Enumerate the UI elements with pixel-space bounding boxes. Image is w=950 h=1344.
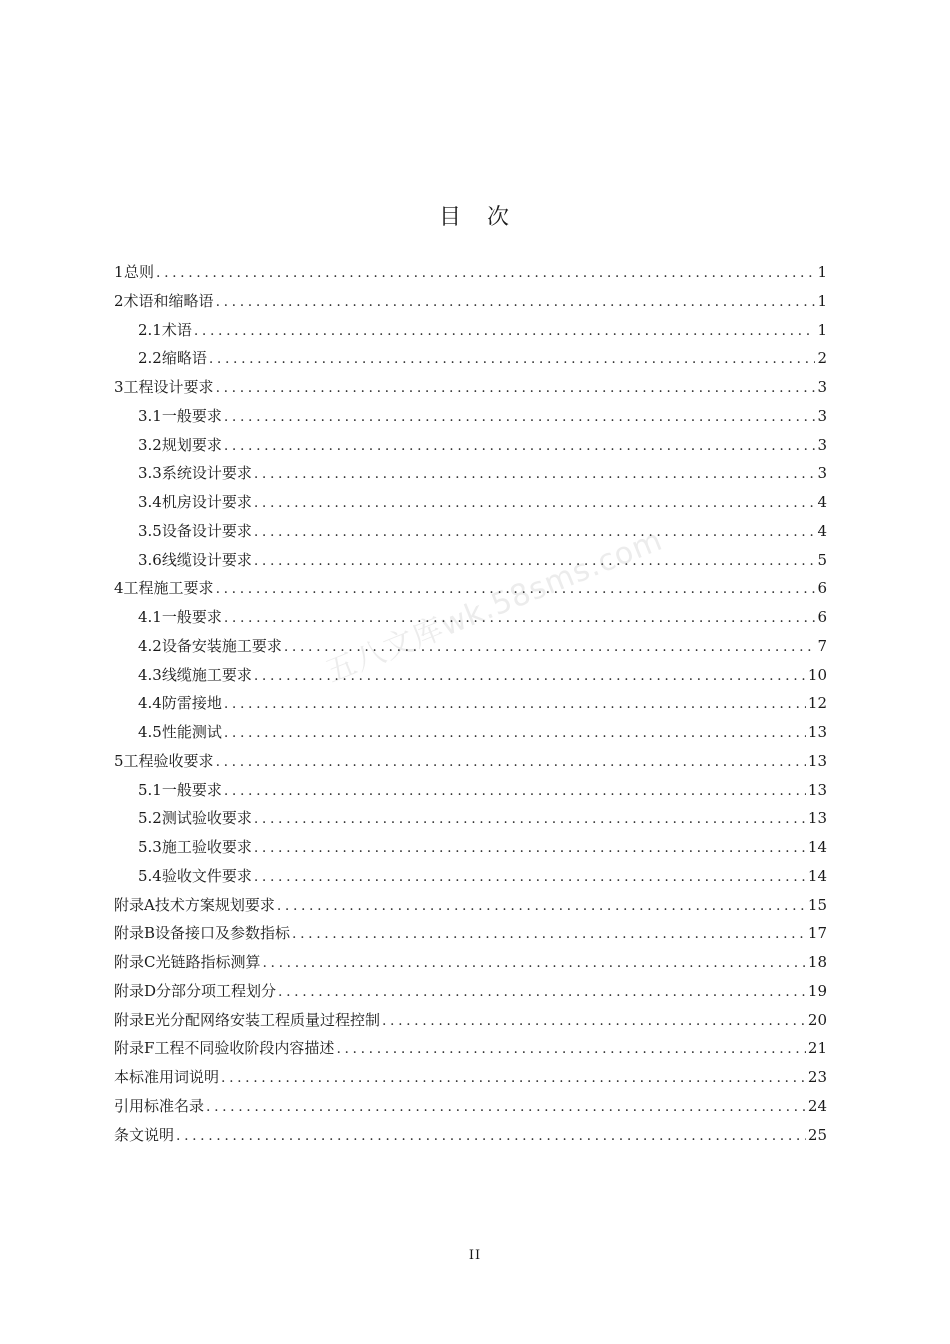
toc-entry-page: 4 xyxy=(817,521,827,540)
toc-entry-number: 5.3 xyxy=(138,838,162,856)
toc-entry[interactable] xyxy=(114,258,827,287)
toc-entry-number: 3 xyxy=(114,378,124,396)
toc-entry-page: 6 xyxy=(817,608,827,626)
toc-entry-page: 19 xyxy=(807,981,827,1000)
toc-entry-number: 3.4 xyxy=(138,493,162,511)
toc-entry-label: 技术方案规划要求 xyxy=(154,895,275,914)
toc-entry[interactable] xyxy=(114,316,827,345)
toc-entry[interactable] xyxy=(114,919,827,948)
toc-leader-dots xyxy=(216,288,816,317)
table-of-contents xyxy=(114,258,827,1149)
toc-entry-page: 13 xyxy=(807,751,827,770)
toc-entry-number: 5.1 xyxy=(138,780,162,799)
toc-leader-dots xyxy=(194,317,816,346)
toc-entry-label: 系统设计要求 xyxy=(161,464,252,483)
toc-entry-page: 3 xyxy=(817,406,827,425)
toc-entry-page: 4 xyxy=(817,493,827,511)
toc-entry-number: 4 xyxy=(114,579,124,598)
toc-leader-dots xyxy=(254,460,816,489)
toc-entry-number: 3.5 xyxy=(138,521,162,540)
toc-entry[interactable] xyxy=(114,661,827,690)
toc-entry-label: 一般要求 xyxy=(161,608,222,626)
toc-entry-page: 13 xyxy=(807,780,827,799)
toc-entry-number: 3.3 xyxy=(138,464,162,483)
toc-leader-dots xyxy=(336,1035,805,1064)
toc-leader-dots xyxy=(254,547,816,576)
toc-entry-label: 分部分项工程划分 xyxy=(156,981,277,1000)
toc-entry[interactable] xyxy=(114,1092,827,1121)
toc-leader-dots xyxy=(224,690,806,719)
toc-entry[interactable] xyxy=(114,1063,827,1092)
page-title: 目 次 xyxy=(438,205,511,230)
toc-entry-page: 6 xyxy=(817,579,827,598)
toc-entry-number: 附录F xyxy=(114,1039,155,1058)
toc-entry-number: 2.1 xyxy=(138,320,162,339)
toc-leader-dots xyxy=(224,604,816,633)
toc-entry-page: 1 xyxy=(817,291,827,310)
toc-entry-page: 13 xyxy=(807,723,827,741)
toc-entry[interactable] xyxy=(114,833,827,862)
toc-leader-dots xyxy=(216,575,816,604)
toc-entry-page: 14 xyxy=(807,838,827,856)
toc-entry-number: 4.4 xyxy=(138,694,162,713)
toc-entry[interactable] xyxy=(114,574,827,603)
toc-entry[interactable] xyxy=(114,546,827,575)
toc-entry-page: 7 xyxy=(817,636,827,655)
toc-entry-number: 3.2 xyxy=(138,435,162,454)
toc-entry-label: 一般要求 xyxy=(161,406,222,425)
toc-entry[interactable] xyxy=(114,948,827,977)
toc-entry-page: 3 xyxy=(817,378,827,396)
toc-entry[interactable] xyxy=(114,373,827,402)
toc-leader-dots xyxy=(216,374,816,403)
toc-leader-dots xyxy=(224,403,816,432)
toc-entry-page: 2 xyxy=(817,349,827,368)
toc-entry-label: 条文说明 xyxy=(114,1125,175,1144)
toc-entry-number: 附录A xyxy=(114,895,155,914)
toc-entry[interactable] xyxy=(114,287,827,316)
toc-entry-number: 5.2 xyxy=(138,809,162,828)
toc-entry-label: 术语 xyxy=(161,320,192,339)
toc-entry-number: 4.5 xyxy=(138,723,162,741)
toc-entry-label: 防雷接地 xyxy=(161,694,222,713)
toc-entry-number: 3.6 xyxy=(138,550,162,569)
toc-leader-dots xyxy=(292,920,806,949)
toc-entry-label: 性能测试 xyxy=(161,723,222,741)
toc-leader-dots xyxy=(254,834,806,863)
toc-entry-page: 25 xyxy=(807,1125,827,1144)
toc-leader-dots xyxy=(263,949,806,978)
toc-entry-page: 20 xyxy=(807,1010,827,1029)
toc-entry[interactable] xyxy=(114,402,827,431)
toc-entry-label: 一般要求 xyxy=(161,780,222,799)
toc-entry[interactable] xyxy=(114,804,827,833)
toc-entry[interactable] xyxy=(114,862,827,891)
toc-entry-page: 1 xyxy=(817,320,827,339)
toc-entry-number: 5.4 xyxy=(138,866,162,885)
toc-leader-dots xyxy=(176,1122,806,1151)
toc-entry-page: 3 xyxy=(817,435,827,454)
toc-entry[interactable] xyxy=(114,603,827,632)
toc-leader-dots xyxy=(224,719,806,748)
toc-entry-label: 规划要求 xyxy=(161,435,222,454)
toc-entry-label: 线缆施工要求 xyxy=(161,665,252,684)
toc-entry[interactable] xyxy=(114,344,827,373)
toc-entry-page: 10 xyxy=(807,665,827,684)
toc-entry-number: 2.2 xyxy=(138,349,162,368)
toc-entry[interactable] xyxy=(114,977,827,1006)
toc-entry-label: 本标准用词说明 xyxy=(114,1068,220,1086)
toc-entry-number: 附录E xyxy=(114,1010,155,1029)
toc-entry-label: 工程不同验收阶段内容描述 xyxy=(154,1039,335,1058)
toc-leader-dots xyxy=(284,633,816,662)
toc-entry-label: 术语和缩略语 xyxy=(123,291,214,310)
toc-entry[interactable] xyxy=(114,459,827,488)
toc-leader-dots xyxy=(382,1007,806,1036)
toc-entry-label: 工程施工要求 xyxy=(123,579,214,598)
toc-entry-page: 18 xyxy=(807,953,827,971)
toc-entry[interactable] xyxy=(114,1121,827,1150)
toc-entry[interactable] xyxy=(114,776,827,805)
toc-entry-page: 21 xyxy=(807,1039,827,1058)
toc-entry-label: 线缆设计要求 xyxy=(161,550,252,569)
watermark: 五八文库wk.58sms.com xyxy=(320,522,668,690)
toc-leader-dots xyxy=(254,662,806,691)
toc-entry[interactable] xyxy=(114,1034,827,1063)
toc-entry-label: 测试验收要求 xyxy=(161,809,252,828)
page-number-footer: II xyxy=(468,1248,482,1263)
toc-entry-page: 14 xyxy=(807,866,827,885)
toc-entry-number: 附录D xyxy=(114,981,157,1000)
toc-entry[interactable] xyxy=(114,891,827,920)
toc-entry-number: 4.2 xyxy=(138,636,162,655)
toc-entry-label: 总则 xyxy=(124,263,155,281)
toc-leader-dots xyxy=(254,518,816,547)
toc-entry-label: 工程验收要求 xyxy=(123,751,214,770)
toc-entry-label: 设备设计要求 xyxy=(161,521,252,540)
toc-leader-dots xyxy=(277,892,806,921)
toc-leader-dots xyxy=(224,432,816,461)
toc-leader-dots xyxy=(278,978,806,1007)
toc-entry-number: 附录C xyxy=(114,953,156,971)
toc-entry-number: 3.1 xyxy=(138,406,162,425)
toc-entry-label: 施工验收要求 xyxy=(161,838,252,856)
toc-entry-page: 13 xyxy=(807,809,827,828)
toc-entry[interactable] xyxy=(114,1006,827,1035)
toc-leader-dots xyxy=(254,489,816,518)
toc-entry-number: 附录B xyxy=(114,924,156,943)
toc-entry-number: 4.3 xyxy=(138,665,162,684)
toc-entry-label: 验收文件要求 xyxy=(161,866,252,885)
toc-entry-page: 24 xyxy=(807,1096,827,1115)
toc-entry-page: 3 xyxy=(817,464,827,483)
toc-leader-dots xyxy=(224,777,806,806)
toc-entry[interactable] xyxy=(114,632,827,661)
toc-entry-page: 15 xyxy=(807,895,827,914)
toc-entry-label: 工程设计要求 xyxy=(123,378,214,396)
toc-entry-page: 5 xyxy=(817,550,827,569)
toc-entry-label: 光分配网络安装工程质量过程控制 xyxy=(154,1010,380,1029)
toc-entry-number: 2 xyxy=(114,291,124,310)
toc-entry-label: 引用标准名录 xyxy=(114,1096,205,1115)
toc-leader-dots xyxy=(254,805,806,834)
toc-entry-label: 光链路指标测算 xyxy=(155,953,261,971)
toc-entry[interactable] xyxy=(114,431,827,460)
toc-entry[interactable] xyxy=(114,689,827,718)
toc-leader-dots xyxy=(209,345,816,374)
toc-entry-label: 设备安装施工要求 xyxy=(161,636,282,655)
toc-entry-label: 设备接口及参数指标 xyxy=(155,924,291,943)
toc-entry-label: 缩略语 xyxy=(161,349,207,368)
toc-entry-label: 机房设计要求 xyxy=(161,493,252,511)
toc-entry[interactable] xyxy=(114,718,827,747)
toc-leader-dots xyxy=(216,748,806,777)
toc-entry-number: 5 xyxy=(114,751,124,770)
toc-entry-page: 23 xyxy=(807,1068,827,1086)
toc-entry-page: 1 xyxy=(817,263,827,281)
toc-entry[interactable] xyxy=(114,488,827,517)
toc-entry-page: 17 xyxy=(807,924,827,943)
toc-leader-dots xyxy=(206,1093,806,1122)
toc-entry-page: 12 xyxy=(807,694,827,713)
toc-leader-dots xyxy=(156,259,815,288)
toc-leader-dots xyxy=(254,863,806,892)
toc-entry-number: 4.1 xyxy=(138,608,162,626)
toc-entry-number: 1 xyxy=(114,263,124,281)
toc-entry[interactable] xyxy=(114,747,827,776)
toc-leader-dots xyxy=(221,1064,806,1093)
toc-entry[interactable] xyxy=(114,517,827,546)
